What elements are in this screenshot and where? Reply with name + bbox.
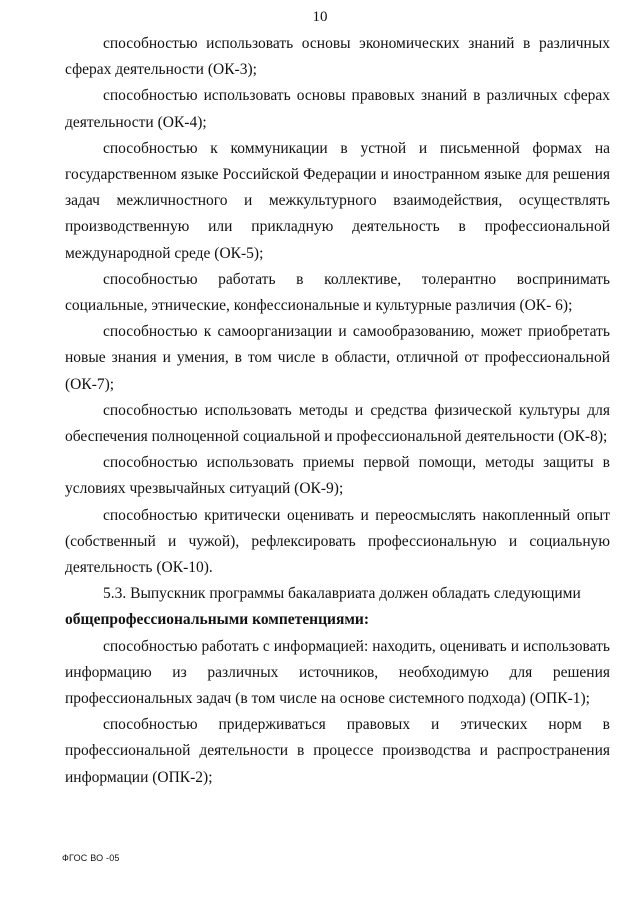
paragraph-ok-7: способностью к самоорганизации и самообразованию, может приобретать новые знания и умения, в том числе в области, отличной от профессиональной (ОК-7); <box>65 323 610 393</box>
paragraph-opk-2: способностью придерживаться правовых и этических норм в профессиональной деятельности в процессе производства и распространения информации (ОПК-2); <box>65 716 610 786</box>
body-text <box>65 31 610 791</box>
paragraph-ok-10: способностью критически оценивать и переосмыслять накопленный опыт (собственный и чужой), рефлексировать профессиональную и социальную деятельность (ОК-10). <box>65 506 610 577</box>
page-number: 10 <box>312 9 328 25</box>
paragraph-ok-4: способностью использовать основы правовых знаний в различных сферах деятельности (ОК-4); <box>65 87 610 131</box>
footer-standard-code: ФГОС ВО -05 <box>62 853 120 863</box>
paragraph-ok-6: способностью работать в коллективе, толерантно воспринимать социальные, этнические, конфессиональные и культурные различия (ОК- 6); <box>65 270 610 315</box>
paragraph-5-3-intro: 5.3. Выпускник программы бакалавриата должен обладать следующими <box>103 585 581 603</box>
paragraph-ok-8: способностью использовать методы и средства физической культуры для обеспечения полноценной социальной и профессиональной деятельности (ОК-8); <box>65 401 610 446</box>
paragraph-ok-3: способностью использовать основы экономических знаний в различных сферах деятельности (ОК-3); <box>65 35 610 79</box>
section-heading: общепрофессиональными компетенциями: <box>65 611 369 629</box>
paragraph-ok-9: способностью использовать приемы первой помощи, методы защиты в условиях чрезвычайных ситуаций (ОК-9); <box>65 454 610 498</box>
paragraph-ok-5: способностью к коммуникации в устной и письменной формах на государственном языке Российской Федерации и иностранном языке для решения задач межличностного и межкультурного взаимодействия, осуществлять производственную или прикладную деятельность в профессиональной международной среде (ОК-5); <box>65 139 610 262</box>
paragraph-opk-1: способностью работать с информацией: находить, оценивать и использовать информацию из различных источников, необходимую для решения профессиональных задач (в том числе на основе системного подхода) (ОПК-1); <box>65 637 610 708</box>
